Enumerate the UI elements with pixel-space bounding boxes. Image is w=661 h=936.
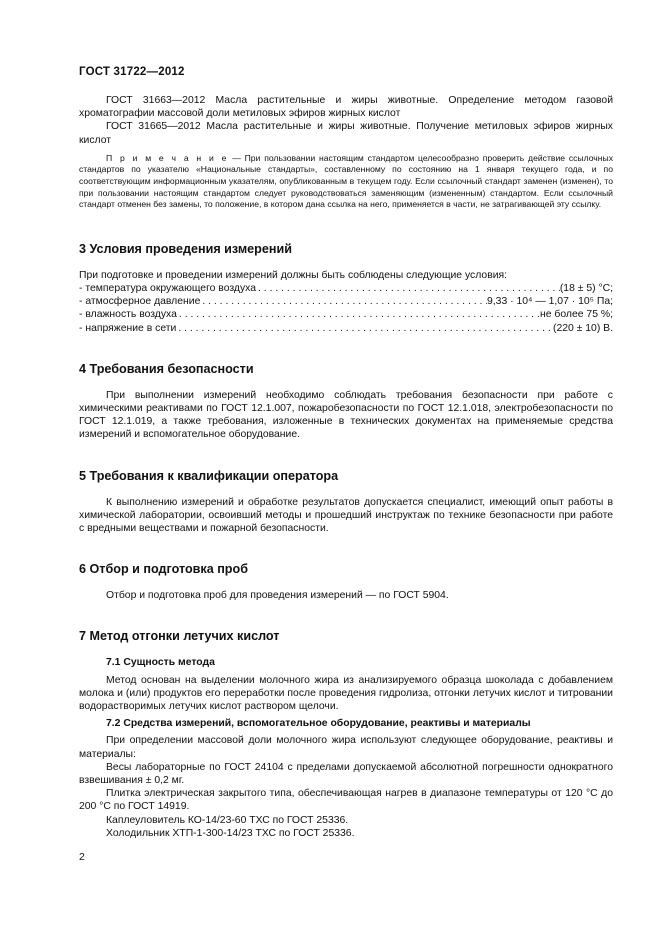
condition-value: (220 ± 10) В.	[553, 322, 613, 334]
section-3-intro: При подготовке и проведении измерений должны быть соблюдены следующие условия:	[79, 269, 508, 281]
condition-label: - напряжение в сети	[79, 322, 177, 334]
note-paragraph	[79, 153, 613, 211]
section-5-title: 5 Требования к квалификации оператора	[79, 468, 339, 483]
section-6-text: Отбор и подготовка проб для проведения измерений — по ГОСТ 5904.	[106, 590, 449, 602]
condition-humidity	[79, 308, 613, 321]
equipment-intro: При определении массовой доли молочного жира используют следующее оборудование, реактивы и материалы:	[79, 735, 613, 760]
document-header: ГОСТ 31722—2012	[79, 66, 185, 78]
condition-pressure	[79, 295, 613, 308]
page-number: 2	[79, 852, 85, 863]
section-4-title: 4 Требования безопасности	[79, 361, 254, 376]
condition-temperature	[79, 282, 613, 295]
section-4-text: При выполнении измерений необходимо соблюдать требования безопасности при работе с химическими реактивами по ГОСТ 12.1.007, пожаробезопасности по ГОСТ 12.1.018, электробезопасности по ГОСТ 12.1.019, а также требования, изложенные в технических документах на применяемые средства измерений и вспомогательное оборудование.	[79, 389, 613, 441]
condition-value: не более 75 %;	[540, 309, 613, 321]
document-body	[79, 94, 613, 840]
equipment-scales: Весы лабораторные по ГОСТ 24104 с пределами допускаемой абсолютной погрешности однократного взвешивания ± 0,2 мг.	[79, 761, 613, 787]
reference-gost-31663: ГОСТ 31663—2012 Масла растительные и жиры животные. Определение методом газовой хроматографии массовой доли метиловых эфиров жирных кислот	[79, 95, 613, 120]
condition-label: - влажность воздуха	[79, 309, 177, 321]
section-7-title: 7 Метод отгонки летучих кислот	[79, 629, 280, 644]
condition-value: (18 ± 5) °С;	[559, 282, 613, 294]
subsection-7-1-title: 7.1 Сущность метода	[106, 657, 215, 669]
equipment-condenser: Холодильник ХТП-1-300-14/23 ТХС по ГОСТ 25336.	[106, 827, 355, 839]
equipment-hotplate: Плитка электрическая закрытого типа, обеспечивающая нагрев в диапазоне температуры от 120 °С до 200 °С по ГОСТ 14919.	[79, 788, 613, 813]
condition-label: - температура окружающего воздуха	[79, 282, 257, 294]
note-label: П р и м е ч а н и е	[106, 152, 229, 163]
condition-value: 9,33 · 10⁴ — 1,07 · 10⁵ Па;	[487, 296, 613, 308]
reference-gost-31665: ГОСТ 31665—2012 Масла растительные и жиры животные. Получение метиловых эфиров жирных кислот	[79, 121, 613, 146]
condition-voltage	[79, 322, 613, 335]
section-6-title: 6 Отбор и подготовка проб	[79, 562, 248, 577]
note-text: — При пользовании настоящим стандартом целесообразно проверить действие ссылочных стандартов по указателю «Национальные стандарты», составленному по состоянию на 1 января текущего года, и по соответствующим информационным указателям, опубликованным в текущем году. Если ссылочный стандарт заменен (изменен), то при пользовании настоящим стандартом следует руководствоваться заменяющим (измененным) стандартом. Если ссылочный стандарт отменен без замены, то положение, в котором дана ссылка на него, применяется в части, не затрагивающей эту ссылку.	[79, 152, 614, 210]
condition-label: - атмосферное давление	[79, 296, 201, 308]
subsection-7-1-text: Метод основан на выделении молочного жира из анализируемого образца шоколада с добавлением молока и (или) продуктов его переработки после проведения гидролиза, отгонки летучих кислот и титровании водорастворимых летучих кислот раствором щелочи.	[79, 674, 613, 713]
section-3-title: 3 Условия проведения измерений	[79, 241, 292, 256]
subsection-7-2-title: 7.2 Средства измерений, вспомогательное оборудование, реактивы и материалы	[106, 718, 531, 730]
equipment-drop-catcher: Каплеуловитель КО-14/23-60 ТХС по ГОСТ 25336.	[106, 814, 349, 826]
section-5-text: К выполнению измерений и обработке результатов допускается специалист, имеющий опыт работы в химической лаборатории, освоивший методы и прошедший инструктаж по технике безопасности при работе с вредными веществами и пожарной безопасности.	[79, 496, 613, 535]
